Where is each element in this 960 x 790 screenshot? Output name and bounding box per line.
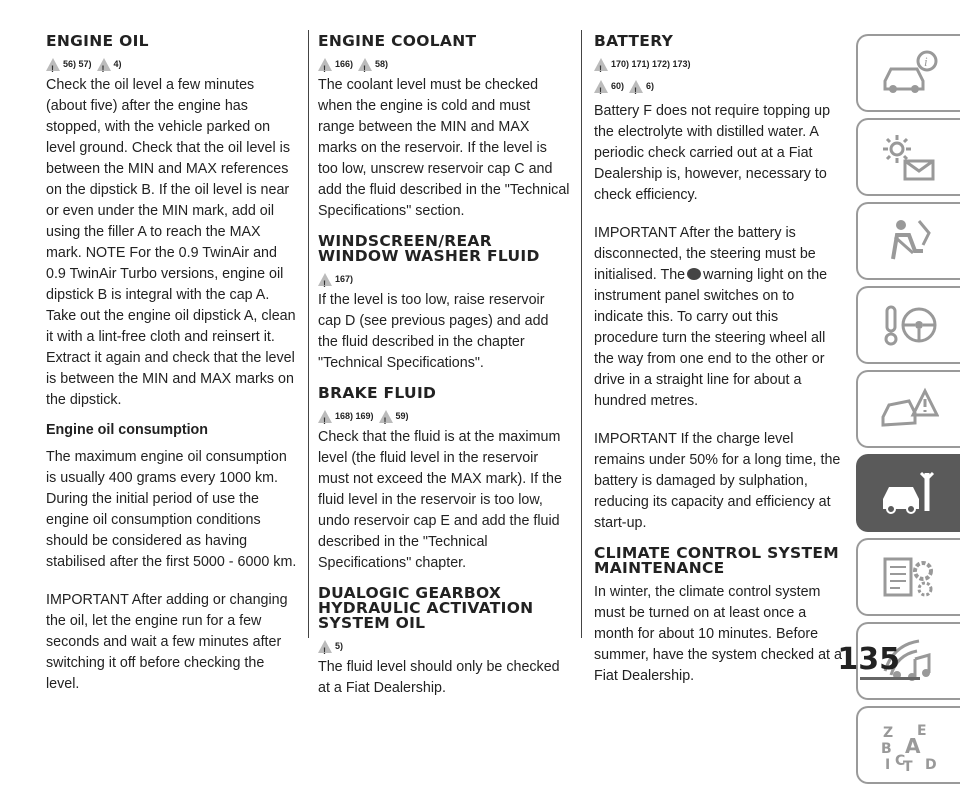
index-icon	[879, 719, 939, 771]
warning-refs	[46, 53, 298, 75]
paragraph: If the level is too low, raise reservoir cap D (see previous pages) and add the fluid described in the chapter "Technical Specifications".	[318, 292, 549, 371]
warning-refs	[318, 268, 570, 290]
tab-index[interactable]	[856, 706, 960, 784]
svg-text:i: i	[924, 54, 928, 69]
warning-triangle-icon	[594, 80, 608, 93]
section-title: BRAKE FLUID	[318, 384, 437, 402]
warning-triangle-icon	[594, 58, 608, 71]
paragraph	[594, 223, 844, 412]
index-letter: A	[905, 734, 921, 758]
section-title: ENGINE COOLANT	[318, 32, 477, 50]
warning-refs	[318, 53, 570, 75]
ref-numbers: 168) 169)	[335, 410, 374, 421]
paragraph: Check the oil level a few minutes (about five) after the engine has stopped, with the vehicle parked on level ground. Check that the oil level is between the MIN and MAX references on the dipstick B. If the oil level is near or even under the MIN mark, add oil using the filler A to reach the MAX mark. NOTE For the 0.9 TwinAir and 0.9 TwinAir Turbo versions, engine oil dipstick B is integral with the cap A. Take out the engine oil dipstick A, clean it with a lint-free cloth and reinsert it. Extract it again and check that the level is between the MIN and MAX marks on the dipstick.	[46, 77, 296, 408]
tab-technical-data[interactable]	[856, 538, 960, 616]
emergency-icon	[879, 383, 939, 435]
ref-numbers: 6)	[646, 80, 655, 91]
warning-triangle-icon	[629, 80, 643, 93]
warning-triangle-icon	[97, 58, 111, 71]
warning-lights-icon	[879, 131, 939, 183]
ref-numbers: 60)	[611, 80, 625, 91]
text-span: warning light on the instrument panel switches on to indicate this. To carry out this procedure turn the steering wheel all the way from one end to the other or drive in a straight line for about a hundred metres.	[594, 267, 828, 409]
index-letter: Z	[883, 725, 894, 741]
subheading: Engine oil consumption	[46, 422, 209, 438]
technical-data-icon	[879, 551, 939, 603]
warning-triangle-icon	[318, 273, 332, 286]
starting-driving-icon	[879, 299, 939, 351]
column-divider	[581, 30, 582, 638]
warning-triangle-icon	[318, 640, 332, 653]
car-info-icon	[879, 47, 939, 99]
warning-triangle-icon	[379, 410, 393, 423]
index-letter: D	[925, 757, 937, 771]
paragraph: In winter, the climate control system must be turned on at least once a month for about 10 minutes. Before summer, have the system checked at a Fiat Dealership.	[594, 584, 842, 684]
paragraph: The fluid level should only be checked at a Fiat Dealership.	[318, 659, 560, 696]
column-divider	[308, 30, 309, 638]
tab-starting-driving[interactable]	[856, 286, 960, 364]
tab-emergency[interactable]	[856, 370, 960, 448]
ref-numbers: 166)	[335, 58, 354, 69]
safety-icon	[879, 215, 939, 267]
ref-numbers: 170) 171) 172) 173)	[611, 58, 691, 69]
ref-numbers: 4)	[113, 58, 122, 69]
section-title: DUALOGIC GEARBOX HYDRAULIC ACTIVATION SYSTEM OIL	[318, 584, 534, 632]
section-title: ENGINE OIL	[46, 32, 149, 50]
warning-triangle-icon	[358, 58, 372, 71]
warning-refs	[318, 405, 570, 427]
column-battery	[594, 34, 844, 687]
index-letter: C	[895, 753, 906, 769]
ref-numbers: 59)	[395, 410, 409, 421]
paragraph: The coolant level must be checked when the engine is cold and must range between the MIN and MAX marks on the reservoir. If the level is too low, unscrew reservoir cap C and add the fluid described in the "Technical Specifications" section.	[318, 77, 570, 219]
warning-triangle-icon	[318, 410, 332, 423]
maintenance-icon	[879, 467, 939, 519]
paragraph: IMPORTANT After adding or changing the oil, let the engine run for a few seconds and wait a few minutes after switching it off before checking the level.	[46, 592, 288, 692]
index-letter: E	[917, 723, 927, 739]
warning-refs	[594, 75, 844, 97]
footer-rule	[860, 677, 920, 680]
ref-numbers: 56) 57)	[63, 58, 92, 69]
ref-numbers: 5)	[335, 640, 344, 651]
column-engine-oil	[46, 34, 298, 695]
paragraph: Check that the fluid is at the maximum level (the fluid level in the reservoir must not exceed the MAX mark). If the fluid level in the reservoir is too low, undo reservoir cap E and add the fluid described in the "Technical Specifications" chapter.	[318, 429, 562, 571]
text-span: IMPORTANT After the battery is disconnected, the steering must be initialised. The	[594, 225, 816, 283]
warning-triangle-icon	[318, 58, 332, 71]
index-letter: I	[885, 757, 891, 771]
tab-warning-lights[interactable]	[856, 118, 960, 196]
steering-warning-icon	[687, 268, 701, 280]
section-title: CLIMATE CONTROL SYSTEM MAINTENANCE	[594, 544, 840, 577]
section-title: WINDSCREEN/REAR WINDOW WASHER FLUID	[318, 232, 540, 265]
tab-maintenance[interactable]	[856, 454, 960, 532]
index-letter: B	[881, 741, 892, 757]
tab-safety[interactable]	[856, 202, 960, 280]
warning-triangle-icon	[46, 58, 60, 71]
warning-refs	[318, 635, 570, 657]
warning-refs	[594, 53, 844, 75]
column-fluids	[318, 34, 570, 699]
ref-numbers: 167)	[335, 273, 354, 284]
index-letter: T	[903, 759, 913, 771]
section-title: BATTERY	[594, 32, 674, 50]
tab-car-info[interactable]	[856, 34, 960, 112]
page-number: 135	[837, 642, 900, 677]
ref-numbers: 58)	[375, 58, 389, 69]
paragraph: Battery F does not require topping up the electrolyte with distilled water. A periodic check carried out at a Fiat Dealership is, however, necessary to check efficiency.	[594, 103, 831, 203]
paragraph: The maximum engine oil consumption is usually 400 grams every 1000 km. During the initial period of use the engine oil consumption conditions should be considered as having stabilised after the first 5000 - 6000 km.	[46, 449, 297, 570]
paragraph: IMPORTANT If the charge level remains under 50% for a long time, the battery is damaged by sulphation, reducing its capacity and efficiency at start-up.	[594, 431, 841, 531]
